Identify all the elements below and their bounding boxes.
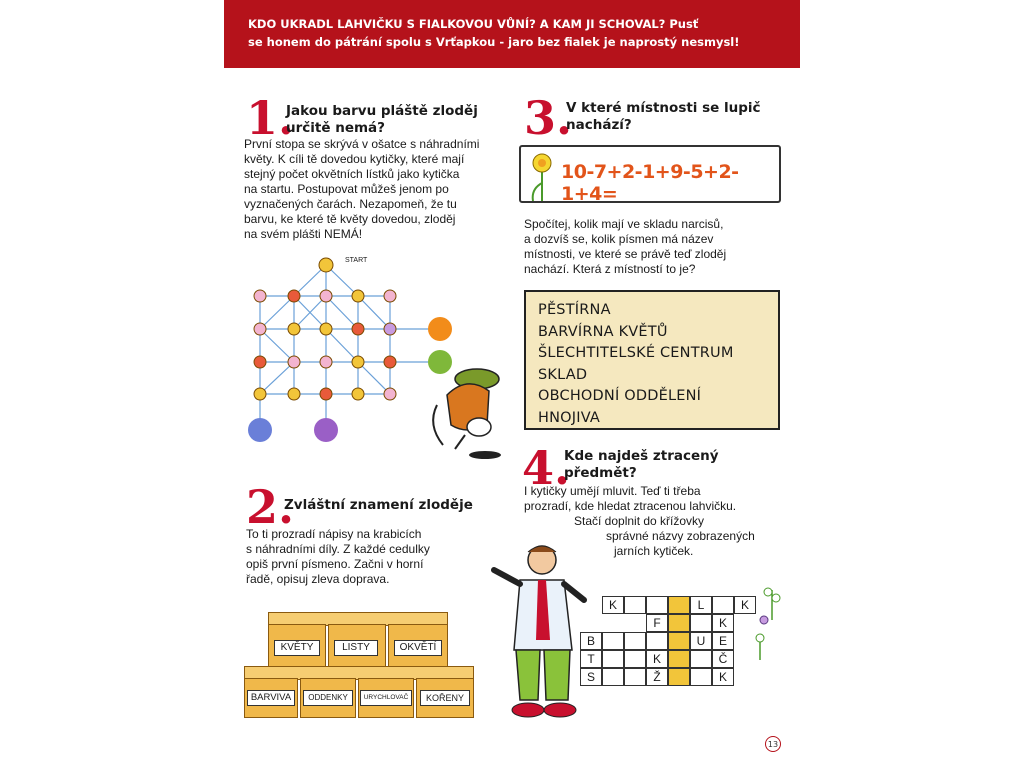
task-2-title: Zvláštní znamení zloděje (284, 497, 473, 513)
box-label: ODDENKY (303, 690, 353, 706)
crossword-cell[interactable] (602, 668, 624, 686)
maze-start-label: START (345, 257, 368, 264)
task-1-text-line: barvu, ke které tě květy dovedou, zloděj (244, 212, 456, 226)
task-1-text (244, 137, 524, 242)
room-option: HNOJIVA (538, 409, 601, 426)
task-3-title-line-2: nachází? (566, 117, 632, 133)
crossword-cell[interactable] (624, 596, 646, 614)
task-3-text (524, 217, 784, 277)
task-4-text-line: jarních kytiček. (614, 544, 694, 558)
page-number: 13 (765, 736, 781, 752)
crossword-cell[interactable] (624, 632, 646, 650)
crossword-cell[interactable]: S (580, 668, 602, 686)
crossword-cell[interactable] (602, 632, 624, 650)
box-label: BARVIVA (247, 690, 295, 706)
crossword-cell[interactable] (624, 668, 646, 686)
equation-box (519, 145, 781, 203)
crossword-cell[interactable]: K (734, 596, 756, 614)
task-2-text-line: opiš první písmeno. Začni v horní (246, 557, 424, 571)
task-3-title-line-1: V které místnosti se lupič (566, 100, 761, 116)
task-4-text-line: prozradí, kde hledat ztracenou lahvičku. (524, 499, 737, 513)
crossword-cell[interactable] (646, 632, 668, 650)
box-label: KVĚTY (274, 640, 320, 656)
detective-dog-illustration (417, 365, 507, 460)
room-option: BARVÍRNA KVĚTŮ (538, 323, 668, 340)
crossword-cell[interactable] (690, 614, 712, 632)
task-2-text-line: s náhradními díly. Z každé cedulky (246, 542, 430, 556)
crossword-cell[interactable]: F (646, 614, 668, 632)
task-3-text-line: nachází. Která z místností to je? (524, 262, 696, 276)
task-4-title-line-2: předmět? (564, 465, 637, 481)
box-label: OKVĚTÍ (394, 640, 442, 656)
task-1-text-line: na svém plášti NEMÁ! (244, 227, 363, 241)
crossword-cell[interactable] (646, 596, 668, 614)
task-2-number: 2. (246, 480, 295, 534)
crossword-cell[interactable]: L (690, 596, 712, 614)
crossword-cell[interactable]: Č (712, 650, 734, 668)
crossword-cell-solution[interactable] (668, 632, 690, 650)
task-2-text-line: řadě, opisuj zleva doprava. (246, 572, 390, 586)
crossword-cell-solution[interactable] (668, 668, 690, 686)
task-4-text-line: správné názvy zobrazených (606, 529, 755, 543)
spring-flowers-icon (752, 580, 792, 670)
task-1-number: 1. (246, 91, 295, 145)
banner-line-1: KDO UKRADL LAHVIČKU S FIALKOVOU VŮNÍ? A KAM JI SCHOVAL? Pusť (248, 17, 699, 31)
crossword-cell[interactable] (712, 596, 734, 614)
crossword-cell[interactable]: T (580, 650, 602, 668)
task-3-text-line: a dozvíš se, kolik písmen má název (524, 232, 714, 246)
crossword-cell-solution[interactable] (668, 614, 690, 632)
task-1-title-line-1: Jakou barvu pláště zloděj (286, 103, 478, 119)
task-3-title (566, 100, 761, 134)
task-1-title (286, 103, 478, 137)
task-4-title-line-1: Kde najdeš ztracený (564, 448, 719, 464)
crossword-cell[interactable] (690, 668, 712, 686)
crossword-cell[interactable]: K (712, 614, 734, 632)
crossword-cell[interactable] (624, 650, 646, 668)
room-option: ŠLECHTITELSKÉ CENTRUM (538, 345, 734, 361)
task-4-title (564, 448, 719, 482)
task-4-number: 4. (522, 441, 571, 495)
task-2-text (246, 527, 506, 587)
target-orange-circle (428, 317, 452, 341)
task-2-text-line: To ti prozradí nápisy na krabicích (246, 527, 422, 541)
room-option: OBCHODNÍ ODDĚLENÍ (538, 388, 702, 404)
box-label: URYCHLOVAČ (360, 690, 412, 706)
intro-banner (224, 0, 800, 68)
crossword-cell-solution[interactable] (668, 596, 690, 614)
daffodil-icon (527, 151, 557, 201)
crossword-cell[interactable]: U (690, 632, 712, 650)
task-4-text-line: I kytičky umějí mluvit. Teď ti třeba (524, 484, 701, 498)
task-3-text-line: Spočítej, kolik mají ve skladu narcisů, (524, 217, 724, 231)
task-1-text-line: stejný počet okvětních lístků jako kytička (244, 167, 460, 181)
task-3-number: 3. (524, 91, 573, 145)
task-3-text-line: místnosti, ve které se právě teď zloděj (524, 247, 727, 261)
rooms-answer-box (524, 290, 780, 430)
crossword-cell-solution[interactable] (668, 650, 690, 668)
task-1-text-line: květy. K cíli tě dovedou kytičky, které mají (244, 152, 465, 166)
crossword-cell[interactable]: B (580, 632, 602, 650)
crossword-cell[interactable]: E (712, 632, 734, 650)
equation-text: 10-7+2-1+9-5+2-1+4= (561, 161, 739, 205)
crossword-cell[interactable]: K (712, 668, 734, 686)
crossword-cell[interactable] (690, 650, 712, 668)
workbook-page (224, 0, 800, 768)
task-4-text-line: Stačí doplnit do křížovky (574, 514, 705, 528)
box-label: KOŘENY (420, 690, 470, 706)
task-1-text-line: První stopa se skrývá v ošatce s náhradními (244, 137, 480, 151)
crossword-cell[interactable]: K (646, 650, 668, 668)
crossword-cell[interactable]: K (602, 596, 624, 614)
target-purple-circle (314, 418, 338, 442)
task-1-text-line: vyznačených čarách. Nezapomeň, že tu (244, 197, 457, 211)
target-blue-circle (248, 418, 272, 442)
crossword-cell[interactable] (602, 650, 624, 668)
box-label: LISTY (334, 640, 378, 656)
task-1-title-line-2: určitě nemá? (286, 120, 385, 136)
crossword-cell[interactable]: Ž (646, 668, 668, 686)
room-option: SKLAD (538, 366, 588, 383)
task-1-text-line: na startu. Postupovat můžeš jenom po (244, 182, 449, 196)
room-option: PĚSTÍRNA (538, 302, 611, 318)
banner-line-2: se honem do pátrání spolu s Vrťapkou - jaro bez fialek je naprostý nesmysl! (248, 35, 740, 49)
